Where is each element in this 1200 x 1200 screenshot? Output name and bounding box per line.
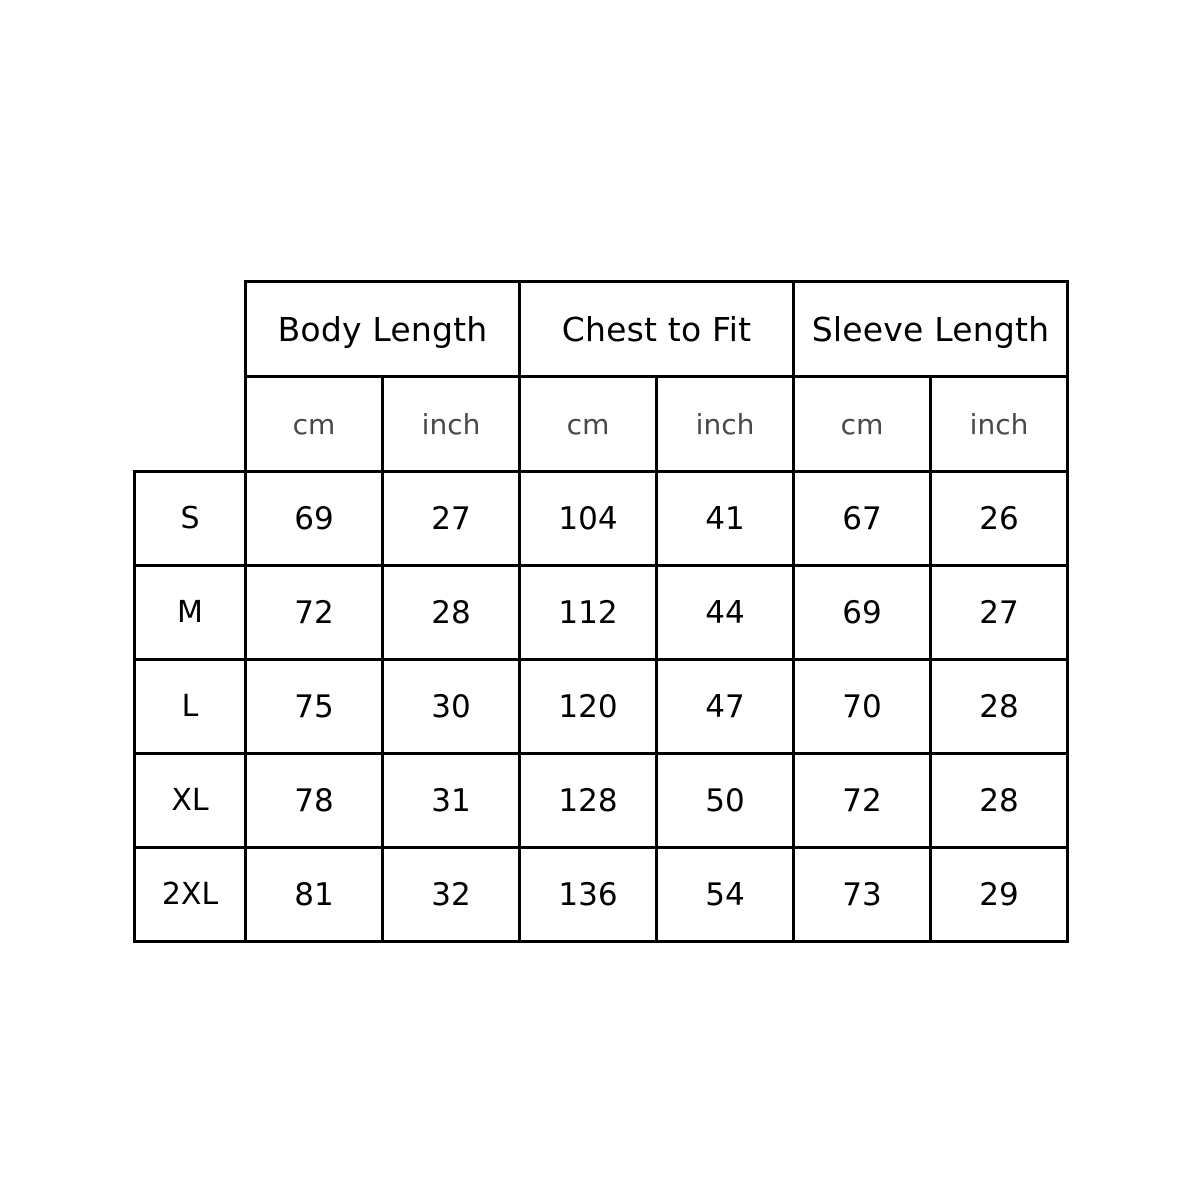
cell-s-sleeve-length-inch: 26 [931,472,1068,566]
cell-xl-chest-to-fit-cm: 128 [520,754,657,848]
cell-2xl-sleeve-length-cm: 73 [794,848,931,942]
cell-s-chest-to-fit-inch: 41 [657,472,794,566]
cell-2xl-chest-to-fit-cm: 136 [520,848,657,942]
cell-xl-sleeve-length-cm: 72 [794,754,931,848]
cell-2xl-body-length-cm: 81 [246,848,383,942]
size-label-s: S [135,472,246,566]
cell-l-sleeve-length-inch: 28 [931,660,1068,754]
size-label-2xl: 2XL [135,848,246,942]
cell-xl-body-length-cm: 78 [246,754,383,848]
cell-2xl-chest-to-fit-inch: 54 [657,848,794,942]
cell-m-sleeve-length-inch: 27 [931,566,1068,660]
column-group-body-length: Body Length [246,282,520,377]
cell-2xl-body-length-inch: 32 [383,848,520,942]
cell-m-sleeve-length-cm: 69 [794,566,931,660]
table-row [135,848,1068,942]
size-label-l: L [135,660,246,754]
table-header-row-groups [135,282,1068,377]
size-chart-table [133,280,1069,943]
table-row [135,754,1068,848]
unit-header-chest-to-fit-cm: cm [520,377,657,472]
corner-blank-cell [135,282,246,377]
cell-m-body-length-cm: 72 [246,566,383,660]
cell-xl-body-length-inch: 31 [383,754,520,848]
cell-s-chest-to-fit-cm: 104 [520,472,657,566]
unit-header-body-length-cm: cm [246,377,383,472]
unit-header-body-length-inch: inch [383,377,520,472]
table-header-row-units [135,377,1068,472]
cell-m-body-length-inch: 28 [383,566,520,660]
cell-s-body-length-cm: 69 [246,472,383,566]
cell-xl-sleeve-length-inch: 28 [931,754,1068,848]
cell-s-body-length-inch: 27 [383,472,520,566]
column-group-sleeve-length: Sleeve Length [794,282,1068,377]
unit-header-chest-to-fit-inch: inch [657,377,794,472]
cell-l-chest-to-fit-cm: 120 [520,660,657,754]
size-label-m: M [135,566,246,660]
size-chart-container [133,280,1069,943]
cell-l-chest-to-fit-inch: 47 [657,660,794,754]
column-group-chest-to-fit: Chest to Fit [520,282,794,377]
cell-m-chest-to-fit-cm: 112 [520,566,657,660]
corner-blank-cell-2 [135,377,246,472]
cell-m-chest-to-fit-inch: 44 [657,566,794,660]
cell-s-sleeve-length-cm: 67 [794,472,931,566]
size-label-xl: XL [135,754,246,848]
cell-2xl-sleeve-length-inch: 29 [931,848,1068,942]
cell-l-sleeve-length-cm: 70 [794,660,931,754]
cell-l-body-length-inch: 30 [383,660,520,754]
cell-xl-chest-to-fit-inch: 50 [657,754,794,848]
unit-header-sleeve-length-inch: inch [931,377,1068,472]
table-row [135,660,1068,754]
unit-header-sleeve-length-cm: cm [794,377,931,472]
cell-l-body-length-cm: 75 [246,660,383,754]
table-row [135,566,1068,660]
table-row [135,472,1068,566]
